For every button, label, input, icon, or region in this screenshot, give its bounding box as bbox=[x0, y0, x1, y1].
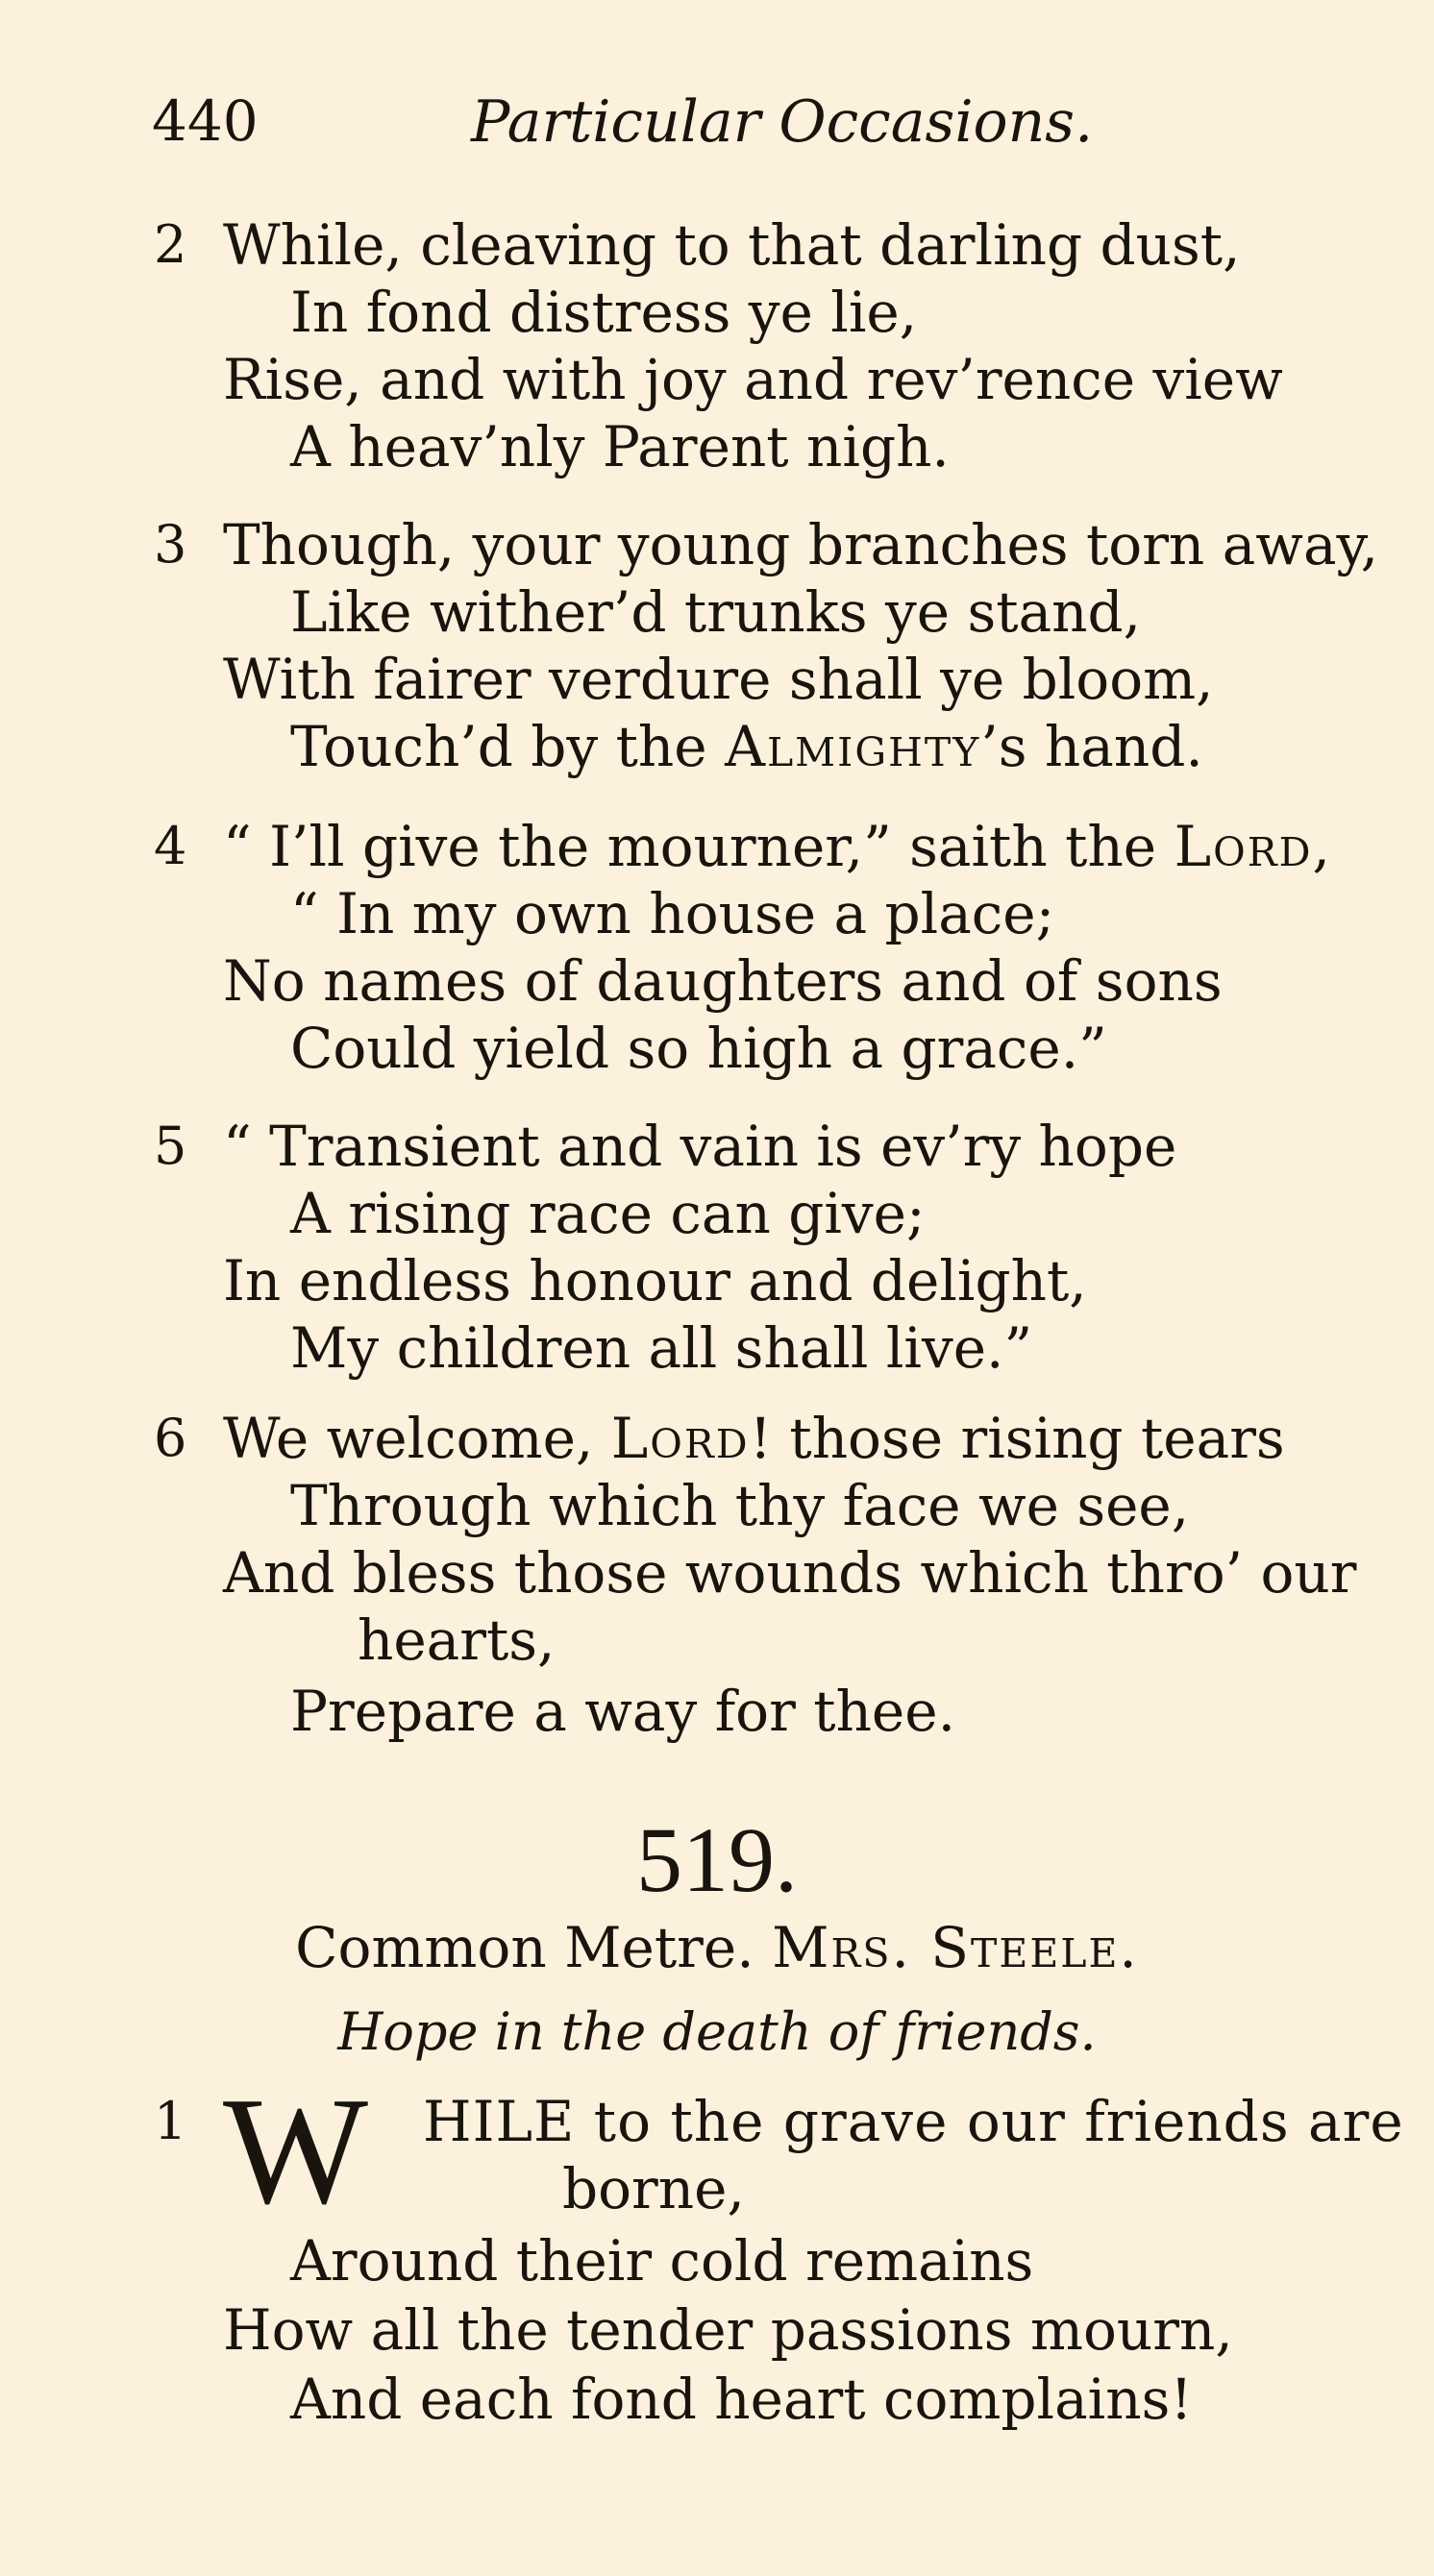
page-header bbox=[0, 88, 1434, 165]
stanza-number: 3 bbox=[154, 514, 187, 575]
verse-line: borne, bbox=[562, 2156, 745, 2221]
verse-line: With fairer verdure shall ye bloom, bbox=[223, 647, 1214, 712]
verse-line: And each fond heart complains! bbox=[290, 2367, 1193, 2432]
small-caps-word: Lord bbox=[610, 1406, 750, 1471]
verse-line-part: ’s hand. bbox=[980, 714, 1203, 779]
verse-line-part: “ I’ll give the mourner,” saith the bbox=[223, 814, 1174, 879]
stanza-number: 2 bbox=[154, 214, 187, 275]
page-number: 440 bbox=[152, 88, 259, 154]
verse-line: How all the tender passions mourn, bbox=[223, 2297, 1233, 2363]
verse-line: HILE to the grave our friends are bbox=[423, 2089, 1404, 2154]
verse-line: A heav’nly Parent nigh. bbox=[290, 414, 950, 479]
hymn-number: 519. bbox=[636, 1808, 798, 1911]
verse-line: Through which thy face we see, bbox=[290, 1473, 1190, 1538]
small-caps-word: Lord bbox=[1174, 814, 1313, 879]
verse-line-part: , bbox=[1312, 814, 1330, 879]
verse-line: A rising race can give; bbox=[290, 1181, 926, 1246]
verse-line bbox=[290, 713, 1203, 780]
stanza-number: 4 bbox=[154, 816, 187, 876]
hymn-meter-line bbox=[0, 1915, 1434, 1980]
stanza-number: 1 bbox=[154, 2091, 187, 2151]
verse-line: My children all shall live.” bbox=[290, 1315, 1033, 1381]
verse-line: In endless honour and delight, bbox=[223, 1248, 1087, 1313]
author-name: Mrs. Steele. bbox=[772, 1915, 1139, 1980]
drop-cap: W bbox=[223, 2065, 369, 2236]
verse-line bbox=[223, 813, 1330, 880]
verse-line: Though, your young branches torn away, bbox=[223, 512, 1379, 577]
small-caps-word: Almighty bbox=[725, 714, 981, 779]
hymn-subtitle: Hope in the death of friends. bbox=[337, 2001, 1097, 2062]
verse-line: Rise, and with joy and rev’rence view bbox=[223, 347, 1283, 412]
stanza-number: 6 bbox=[154, 1408, 187, 1468]
verse-line: And bless those wounds which thro’ our bbox=[223, 1540, 1357, 1606]
verse-line: No names of daughters and of sons bbox=[223, 948, 1223, 1014]
verse-line bbox=[223, 1405, 1285, 1472]
verse-line-part: Touch’d by the bbox=[290, 714, 726, 779]
verse-line-part: ! those rising tears bbox=[749, 1406, 1285, 1471]
verse-line: “ In my own house a place; bbox=[290, 881, 1055, 946]
verse-line: While, cleaving to that darling dust, bbox=[223, 212, 1241, 278]
verse-line: hearts, bbox=[358, 1607, 556, 1673]
verse-line: Prepare a way for thee. bbox=[290, 1679, 956, 1744]
running-head: Particular Occasions. bbox=[471, 88, 1094, 156]
stanza-number: 5 bbox=[154, 1116, 187, 1176]
verse-line: In fond distress ye lie, bbox=[290, 280, 918, 345]
meter-label: Common Metre. bbox=[295, 1915, 754, 1980]
verse-line-part: We welcome, bbox=[223, 1406, 611, 1471]
verse-line: Like wither’d trunks ye stand, bbox=[290, 579, 1142, 645]
verse-line: Could yield so high a grace.” bbox=[290, 1016, 1107, 1081]
verse-line: “ Transient and vain is ev’ry hope bbox=[223, 1114, 1177, 1179]
verse-line: Around their cold remains bbox=[290, 2228, 1034, 2294]
